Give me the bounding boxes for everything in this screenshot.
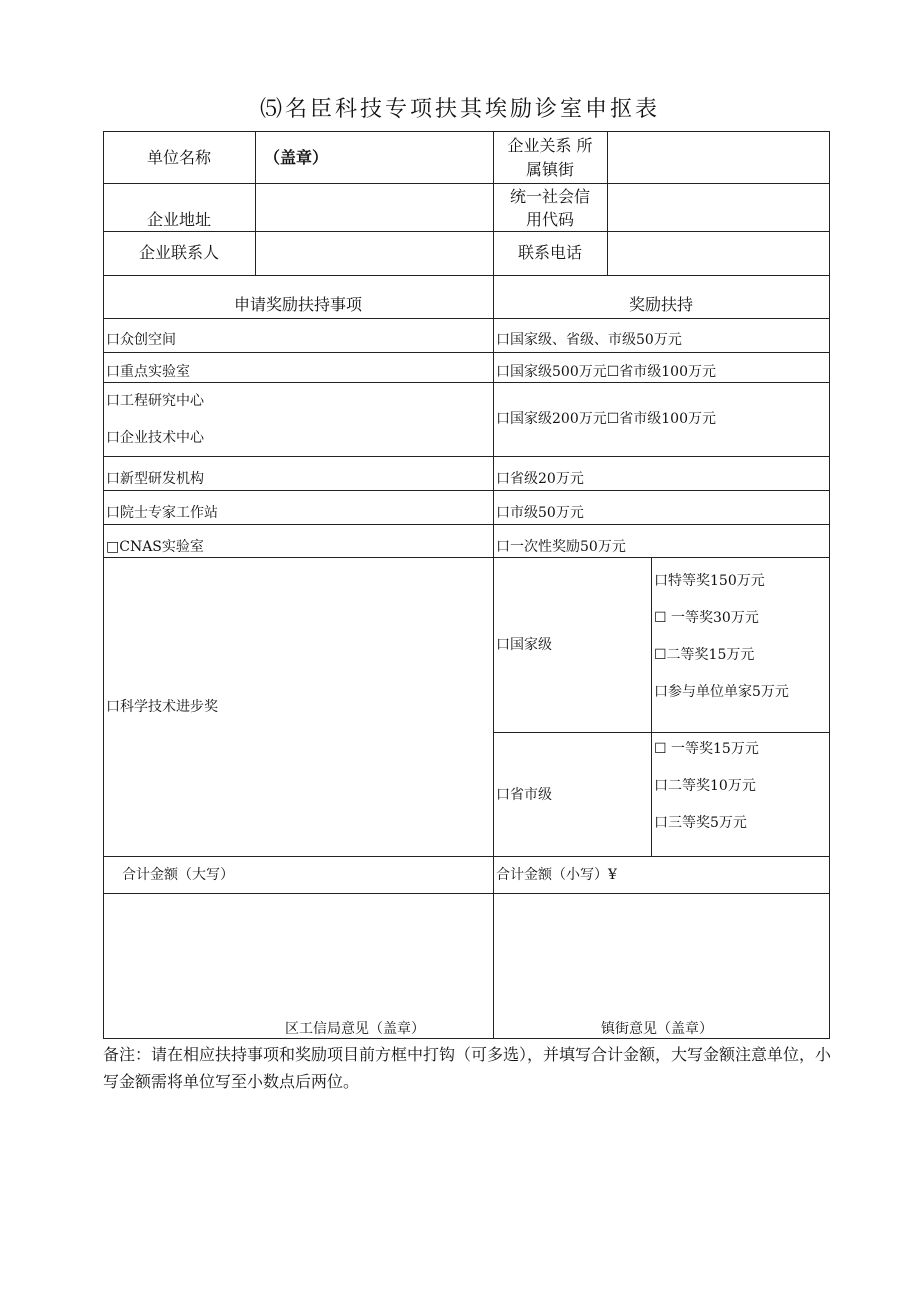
award-option[interactable]: ☐二等奖15万元 xyxy=(654,647,755,663)
relation-label-line1: 企业关系 所 xyxy=(507,136,593,155)
relation-label-line2: 属镇街 xyxy=(525,160,574,179)
col-divider xyxy=(493,131,494,1039)
contact-label: 企业联系人 xyxy=(138,243,219,262)
credit-label-line2: 用代码 xyxy=(525,210,574,229)
item-option[interactable]: 口重点实验室 xyxy=(106,364,190,380)
reward-option[interactable]: 口一次性奖励50万元 xyxy=(496,539,626,555)
total-upper-label: 合计金额（大写） xyxy=(122,867,234,883)
award-option[interactable]: 口三等奖5万元 xyxy=(654,815,747,831)
reward-option[interactable]: 口市级50万元 xyxy=(496,505,584,521)
row-divider xyxy=(103,490,830,491)
row-divider xyxy=(103,352,830,353)
award-option[interactable]: ☐ 一等奖30万元 xyxy=(654,610,759,626)
row-divider xyxy=(103,893,830,894)
items-column-heading: 申请奖励扶持事项 xyxy=(233,295,362,314)
item-option[interactable]: 口新型研发机构 xyxy=(106,471,204,487)
district-opinion-label: 区工信局意见（盖章） xyxy=(285,1021,425,1037)
award-option[interactable]: 口二等奖10万元 xyxy=(654,778,756,794)
row-divider xyxy=(103,557,830,558)
reward-option[interactable]: 口省级20万元 xyxy=(496,471,584,487)
unit-name-label: 单位名称 xyxy=(146,148,211,167)
address-label: 企业地址 xyxy=(146,210,211,229)
total-lower-label: 合计金额（小写）¥ xyxy=(496,867,617,883)
town-opinion-label: 镇街意见（盖章） xyxy=(601,1021,713,1037)
table-border-right xyxy=(829,131,830,1039)
award-option[interactable]: 口特等奖150万元 xyxy=(654,573,765,589)
row-divider xyxy=(103,275,830,276)
row-divider xyxy=(103,856,830,857)
col-divider xyxy=(255,131,256,275)
stamp-label: （盖章） xyxy=(264,148,329,167)
table-border-top xyxy=(103,131,830,132)
award-option[interactable]: ☐ 一等奖15万元 xyxy=(654,741,759,757)
item-option[interactable]: 口院士专家工作站 xyxy=(106,505,218,521)
reward-level[interactable]: 口国家级 xyxy=(496,637,552,653)
row-divider xyxy=(103,231,830,232)
row-divider xyxy=(103,183,830,184)
item-option[interactable]: 口众创空间 xyxy=(106,332,176,348)
reward-column-heading: 奖励扶持 xyxy=(628,295,693,314)
row-divider xyxy=(103,456,830,457)
reward-option[interactable]: 口国家级200万元☐省市级100万元 xyxy=(496,411,716,427)
row-divider xyxy=(103,382,830,383)
credit-label-line1: 统一社会信 xyxy=(509,187,590,206)
col-divider xyxy=(607,131,608,275)
item-option[interactable]: □CNAS实验室 xyxy=(106,539,204,555)
row-divider xyxy=(103,524,830,525)
form-title: ⑸名臣科技专项扶其埃励诊室申抠表 xyxy=(259,97,660,122)
reward-level[interactable]: 口省市级 xyxy=(496,787,552,803)
item-option[interactable]: 口科学技术进步奖 xyxy=(106,699,218,715)
row-divider xyxy=(493,732,830,733)
col-divider xyxy=(651,557,652,857)
table-border-left xyxy=(103,131,104,1039)
item-option[interactable]: 口企业技术中心 xyxy=(106,430,204,446)
reward-option[interactable]: 口国家级、省级、市级50万元 xyxy=(496,332,682,348)
reward-option[interactable]: 口国家级500万元☐省市级100万元 xyxy=(496,364,716,380)
remark-note: 备注：请在相应扶持事项和奖励项目前方框中打钩（可多选），并填写合计金额，大写金额注意单位，小写金额需将单位写至小数点后两位。 xyxy=(103,1045,832,1091)
award-option[interactable]: 口参与单位单家5万元 xyxy=(654,684,789,700)
table-border-bottom xyxy=(103,1038,830,1039)
phone-label: 联系电话 xyxy=(517,243,582,262)
item-option[interactable]: 口工程研究中心 xyxy=(106,393,204,409)
row-divider xyxy=(103,318,830,319)
